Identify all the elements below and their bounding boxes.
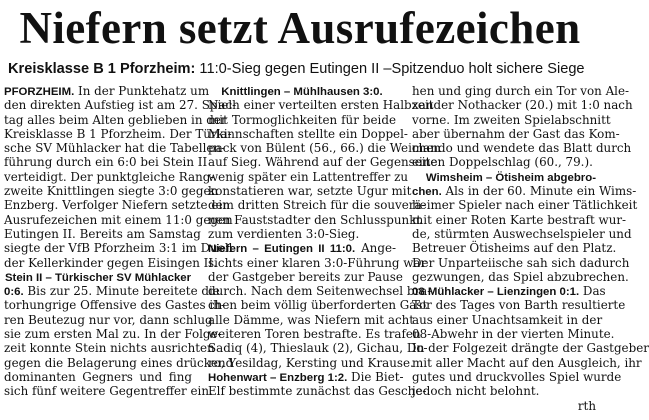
line-text: gezwungen, das Spiel abzubrechen.	[412, 269, 629, 284]
text-line	[208, 198, 426, 213]
line-text: ren Beutezug nur vor, dann schlug	[4, 312, 213, 327]
article-column-2	[208, 84, 441, 414]
line-text: de, stürmten Auswechselspieler und	[412, 226, 632, 241]
match-heading: Stein II – Türkischer SV Mühlacker	[4, 271, 192, 284]
text-line	[4, 112, 227, 127]
line-text: zum verdienten 3:0-Sieg.	[208, 226, 360, 241]
text-line	[4, 141, 226, 156]
text-line	[412, 399, 596, 413]
text-line	[4, 226, 201, 241]
match-heading: Wimsheim – Ötisheim abgebro-	[425, 171, 596, 184]
text-line	[412, 184, 637, 199]
line-text: Das	[579, 284, 606, 299]
text-line	[4, 98, 237, 113]
text-line	[412, 255, 630, 270]
line-text: Ange-	[355, 241, 396, 256]
text-line	[4, 126, 232, 141]
text-line	[4, 355, 234, 370]
text-line	[208, 155, 438, 170]
line-text: sich fünf weitere Gegentreffer ein.	[4, 384, 213, 399]
text-line	[208, 184, 412, 199]
line-text: den direkten Aufstieg ist am 27. Spiel-	[4, 98, 237, 113]
line-text: Der Unparteiische sah sich dadurch	[412, 255, 630, 270]
text-line	[208, 255, 427, 270]
line-text: Eutingen II. Bereits am Samstag	[4, 226, 201, 241]
text-line	[412, 112, 611, 127]
line-text: Kreisklasse B 1 Pforzheim. Der Türki-	[4, 126, 232, 141]
headline: Niefern setzt Ausrufezeichen	[19, 3, 581, 53]
match-heading: Niefern – Eutingen II 11:0.	[208, 243, 356, 256]
line-text: wenig später ein Lattentreffer zu	[208, 169, 409, 184]
line-text: 08-Abwehr in der vierten Minute.	[412, 327, 615, 342]
line-text: aber übernahm der Gast das Kom-	[412, 126, 620, 141]
text-line	[412, 212, 627, 227]
text-line	[208, 241, 396, 255]
text-line	[208, 113, 396, 127]
line-text: mit Tormoglichkeiten für beide	[208, 112, 396, 127]
line-text: Tor des Tages von Barth resultierte	[412, 298, 626, 313]
line-text: auf Sieg. Während auf der Gegenseite	[208, 155, 438, 170]
line-text: In der Punktehatz um	[74, 84, 210, 98]
text-line	[208, 169, 409, 184]
line-text: Sadiq (4), Thieslauk (2), Gichau, Do-	[208, 341, 428, 356]
line-text: gegen die Belagerung eines drückend	[4, 355, 234, 370]
text-line	[208, 212, 422, 227]
text-line	[4, 270, 192, 284]
text-line	[208, 341, 428, 356]
line-text: der Gastgeber bereits zur Pause	[208, 269, 403, 284]
article-column-1	[4, 84, 237, 414]
subline-text: 11:0-Sieg gegen Eutingen II –Spitzenduo holt sichere Siege	[195, 61, 585, 77]
line-text: heimer Spieler nach einer Tätlichkeit	[412, 198, 638, 213]
line-text: sche SV Mühlacker hat die Tabellen-	[4, 141, 226, 156]
match-heading: 08 Mühlacker – Lienzingen 0:1.	[412, 286, 580, 299]
text-line	[412, 141, 632, 156]
text-line	[412, 155, 596, 169]
line-text: sie zum ersten Mal zu. In der Folge-	[4, 327, 222, 342]
text-line	[412, 298, 626, 313]
text-line	[208, 126, 408, 141]
text-line	[4, 84, 210, 98]
line-text: dominanten Gegners und fing	[4, 369, 192, 384]
line-text: ro, Yesildag, Kersting und Krause.	[208, 355, 414, 370]
line-text: tag alles beim Alten geblieben in der	[4, 112, 227, 127]
line-text: torhungrige Offensive des Gastes ih-	[4, 298, 225, 313]
text-line	[208, 327, 421, 342]
line-text: dem dritten Streich für die souverä-	[208, 198, 426, 213]
text-line	[208, 284, 432, 299]
text-line	[4, 298, 225, 313]
text-line	[4, 212, 233, 227]
line-text: zweite Knittlingen siegte 3:0 gegen	[4, 184, 219, 199]
line-text: Enzberg. Verfolger Niefern setzte ein	[4, 198, 230, 213]
text-line	[208, 227, 396, 241]
line-text: Ausrufezeichen mit einem 11:0 gegen	[4, 212, 233, 227]
line-text: Nach einer verteilten ersten Halbzeit	[208, 98, 434, 113]
text-line	[208, 369, 404, 384]
line-text: einen Doppelschlag (60., 79.).	[412, 155, 593, 170]
line-text: weiteren Toren bestrafte. Es trafen	[208, 327, 421, 342]
text-line	[412, 341, 649, 356]
line-text: zeit konnte Stein nichts ausrichten	[4, 341, 215, 356]
line-text: In der Folgezeit drängte der Gastgeber	[412, 341, 649, 356]
text-line	[4, 341, 215, 356]
subline-league: Kreisklasse B 1 Pforzheim:	[8, 61, 196, 77]
line-text: sichts einer klaren 3:0-Führung war	[208, 255, 427, 270]
line-text: vorne. Im zweiten Spielabschnitt	[412, 112, 611, 127]
text-line	[412, 269, 629, 284]
text-line	[208, 269, 403, 284]
subline	[8, 60, 594, 78]
line-text: alle Dämme, was Niefern mit acht	[208, 312, 415, 327]
text-line	[412, 126, 620, 141]
text-line	[412, 226, 632, 241]
line-text: Mannschaften stellte ein Doppel-	[208, 126, 408, 141]
line-text: siegte der VfB Pforzheim 3:1 im Duell	[4, 241, 233, 256]
text-line	[412, 198, 638, 213]
line-text: verteidigt. Der punktgleiche Rang-	[4, 169, 215, 184]
text-line	[412, 170, 596, 184]
line-text: der Kellerkinder gegen Eisingen II.	[4, 255, 217, 270]
text-line	[412, 312, 603, 327]
text-line	[4, 384, 213, 399]
text-line	[208, 298, 428, 313]
line-text: konstatieren war, setzte Ugur mit	[208, 184, 412, 199]
text-line	[4, 184, 219, 199]
text-line	[4, 370, 192, 384]
text-line	[412, 384, 596, 398]
line-text: jedoch nicht belohnt.	[412, 384, 540, 399]
line-text: mit einer Roten Karte bestraft wur-	[412, 212, 627, 227]
text-line	[4, 327, 222, 342]
article-column-3	[412, 84, 649, 414]
text-line	[412, 84, 630, 98]
line-text: Als in der 60. Minute ein Wims-	[441, 184, 637, 199]
match-heading: 0:6.	[4, 286, 24, 299]
line-text: mando und wendete das Blatt durch	[412, 141, 632, 156]
text-line	[208, 141, 441, 156]
text-line	[412, 355, 642, 370]
line-text: xander Nothacker (20.) mit 1:0 nach	[412, 98, 633, 113]
match-heading: chen.	[412, 186, 442, 199]
text-line	[208, 312, 415, 327]
text-line	[208, 84, 396, 98]
line-text: nen Fauststadter den Schlusspunkt	[208, 212, 422, 227]
line-text: führung durch ein 6:0 bei Stein II	[4, 155, 208, 170]
line-text: aus einer Unachtsamkeit in der	[412, 312, 603, 327]
line-text: durch. Nach dem Seitenwechsel bra-	[208, 284, 432, 299]
text-line	[4, 312, 213, 327]
match-heading: Hohenwart – Enzberg 1:2.	[208, 371, 348, 384]
line-text: Bis zur 25. Minute bereitete die	[23, 284, 220, 299]
text-line	[412, 369, 622, 384]
text-line	[4, 169, 215, 184]
text-line	[412, 241, 617, 256]
line-text: Elf bestimmte zunächst das Gesche-	[208, 384, 427, 399]
text-line	[412, 327, 615, 342]
line-text: chen beim völlig überforderten Gast	[208, 298, 428, 313]
text-line	[208, 384, 427, 399]
text-line	[4, 241, 233, 256]
text-line	[208, 98, 434, 113]
line-text: mit aller Macht auf den Ausgleich, ihr	[412, 355, 642, 370]
text-line	[4, 155, 208, 170]
line-text: pack von Bülent (56., 66.) die Weichen	[208, 141, 441, 156]
text-line	[4, 198, 230, 213]
text-line	[4, 255, 217, 270]
article-body	[4, 84, 649, 414]
text-line	[412, 284, 606, 299]
line-text: Die Biet-	[347, 369, 404, 384]
text-line	[4, 284, 220, 299]
line-text: rth	[577, 398, 596, 413]
line-text: gutes und druckvolles Spiel wurde	[412, 369, 622, 384]
match-heading: PFORZHEIM.	[4, 86, 75, 98]
text-line	[208, 355, 414, 370]
text-line	[412, 98, 633, 113]
match-heading: Knittlingen – Mühlhausen 3:0.	[221, 86, 383, 98]
line-text: hen und ging durch ein Tor von Ale-	[412, 84, 630, 98]
line-text: Betreuer Ötisheims auf den Platz.	[412, 241, 617, 256]
